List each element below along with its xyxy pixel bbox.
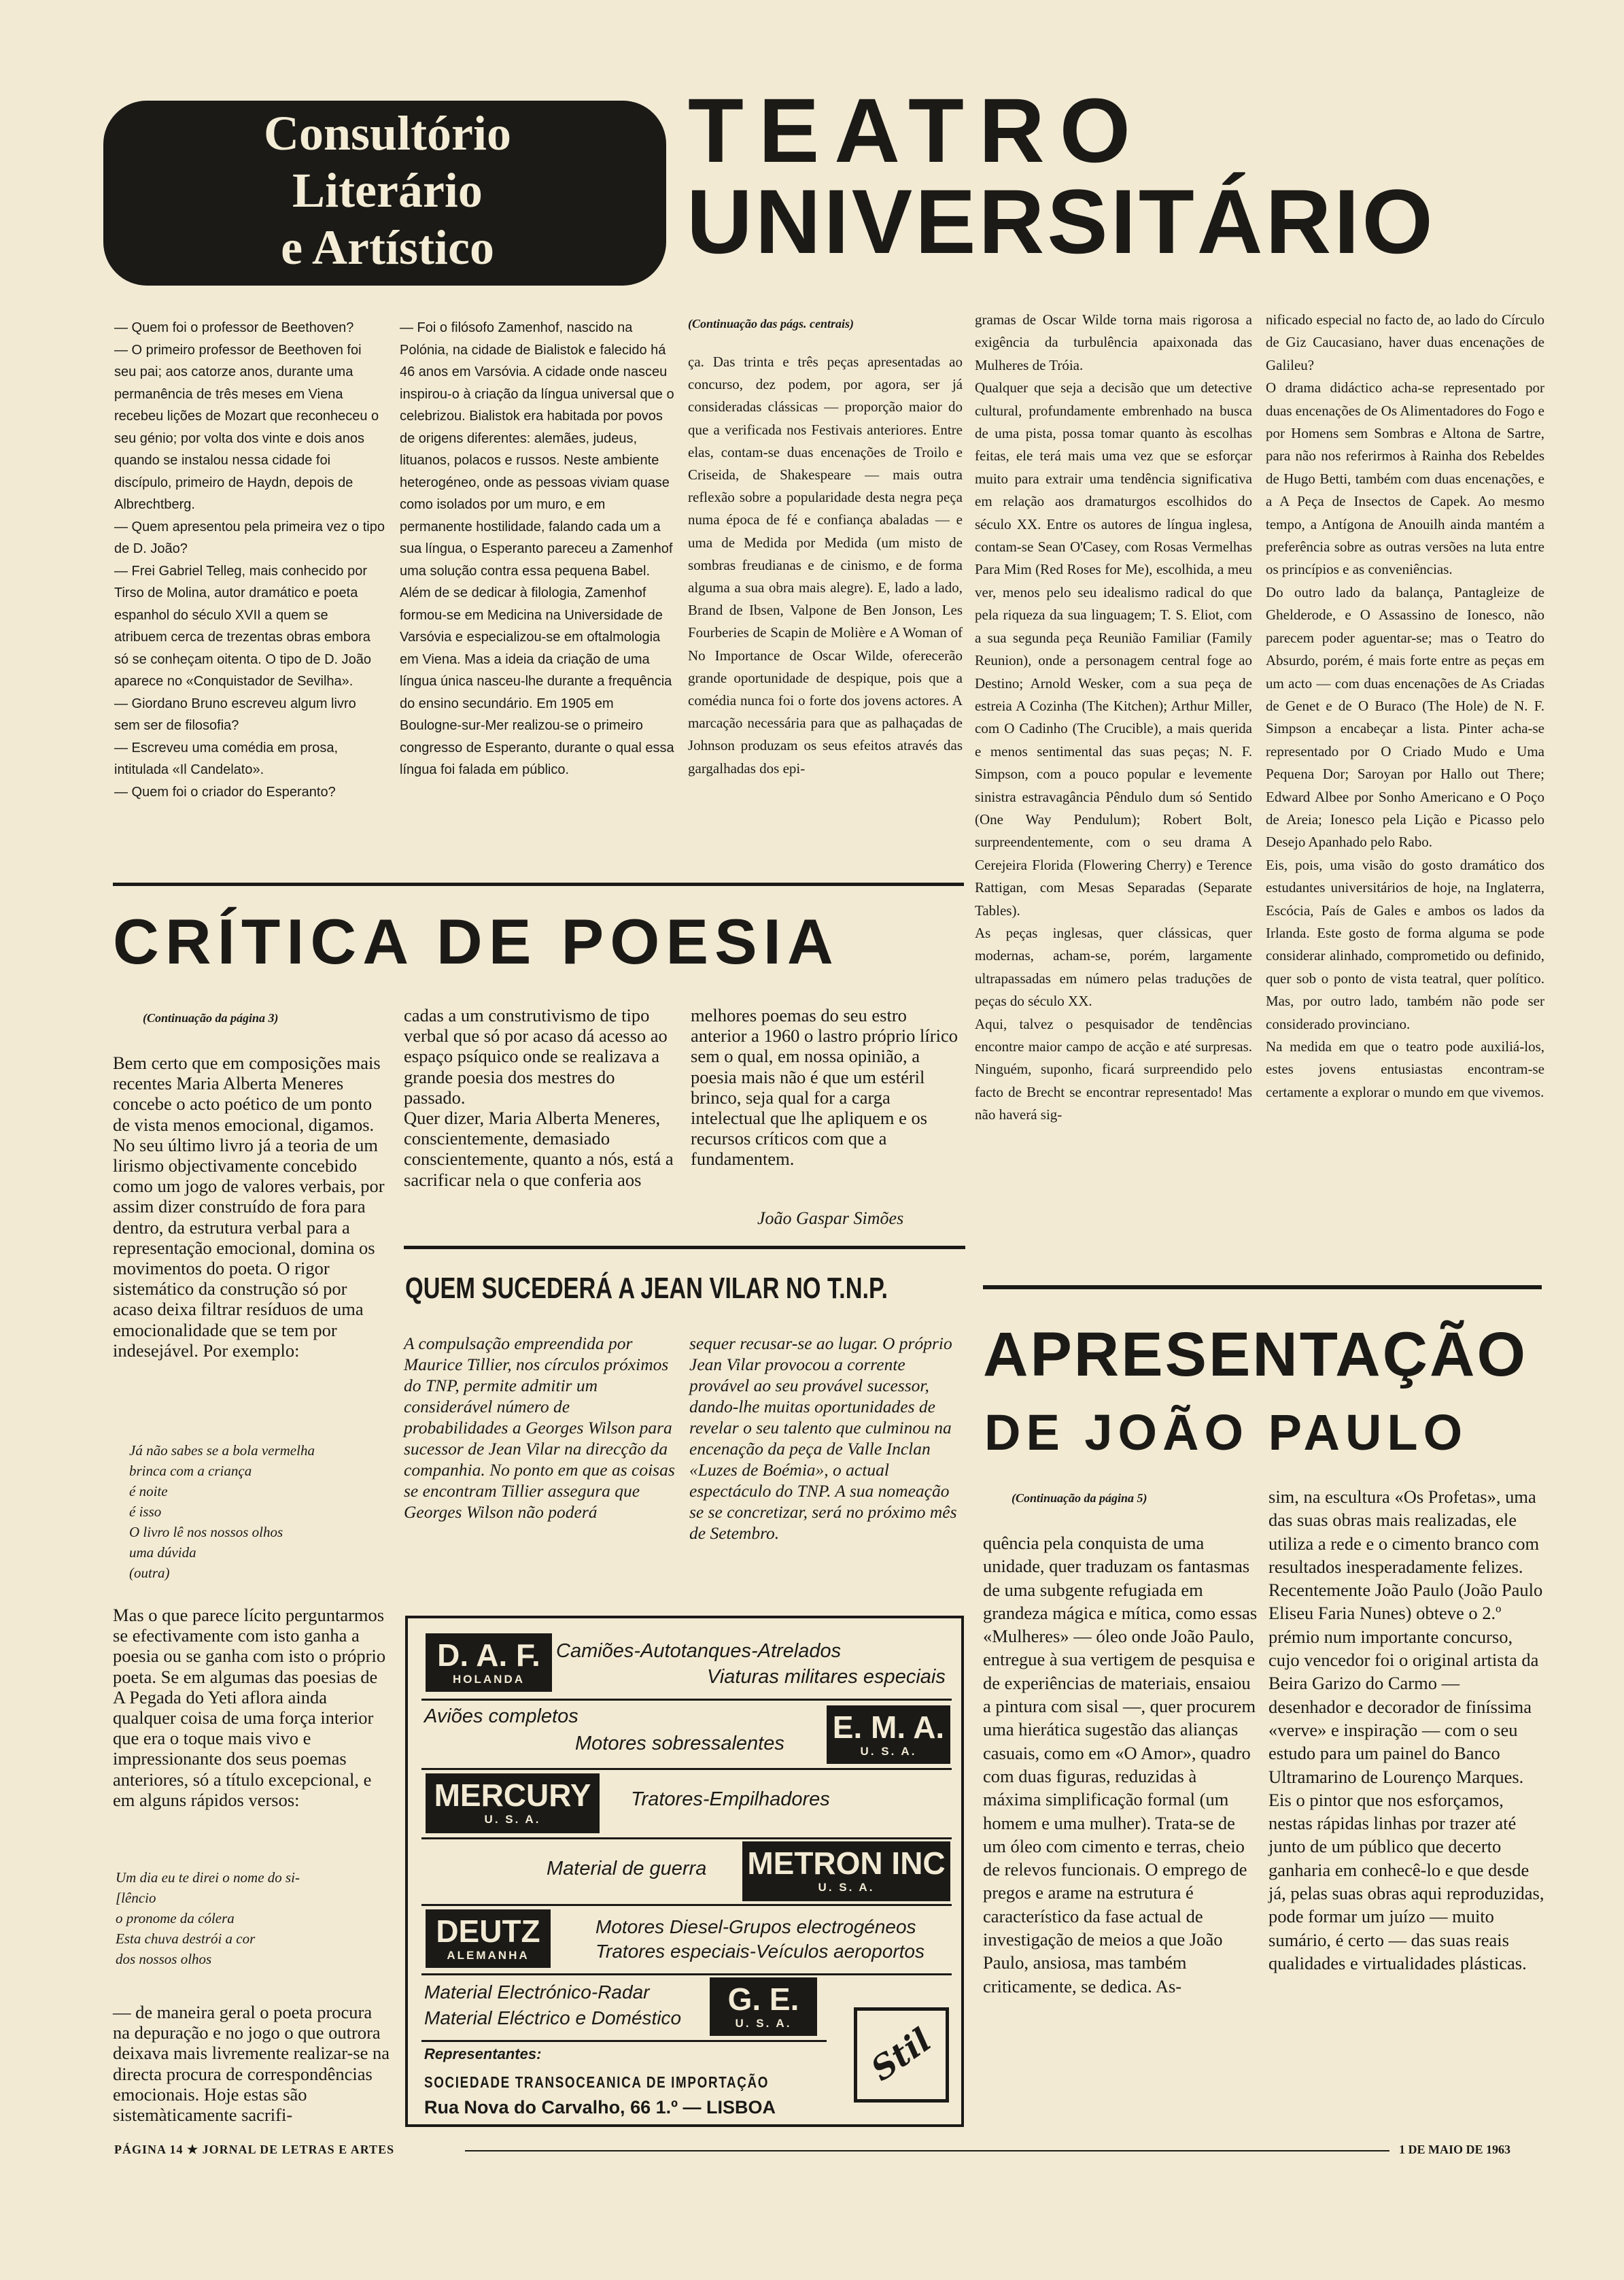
- ad-ge-line2: Material Eléctrico e Doméstico: [424, 2007, 682, 2028]
- joao-continuation-note: (Continuação da página 5): [1012, 1491, 1147, 1505]
- joao-column-2: sim, na escultura «Os Profetas», uma das suas obras mais realizadas, ele utiliza a rede e o cimento branco com resultados inesperadamente felizes. Recentemente João Paulo (João Paulo Eliseu Faria Nunes) obteve o 2.º prémio num importante concurso, cujo vencedor foi o original artista da Beira Garizo do Carmo — desenhador e decorador de finíssima «verve» e inspiração — com o seu estudo para um painel do Banco Ultramarino de Lourenço Marques. Eis o pintor que nos esforçamos, nestas rápidas linhas por trazer até junto de um público que decerto ganharia em conhecê-lo e que desde já, pelas suas obras aqui reproduzidas, pode formar um juízo — muito sumário, é certo — das suas reais qualidades e virtualidades plásticas.: [1268, 1486, 1544, 1973]
- divider-rule-joao-top: [983, 1285, 1542, 1289]
- ad-metron-name: METRON INC: [747, 1845, 946, 1881]
- ad-deutz-line1: Motores Diesel-Grupos electrogéneos: [595, 1916, 916, 1937]
- ad-metron-line: Material de guerra: [547, 1858, 707, 1879]
- ad-daf-name: D. A. F.: [437, 1637, 540, 1673]
- ad-daf-line1: Camiões-Autotanques-Atrelados: [556, 1640, 842, 1662]
- ad-mercury-line: Tratores-Empilhadores: [631, 1788, 830, 1810]
- joao-column-1: quência pela conquista de uma unidade, quer traduzam os fantasmas de uma subgente refugiada em grandeza mágica e mítica, como essas «Mulheres» — óleo onde João Paulo, entregue à sua vertigem de pesquisa e de experiências de materiais, ensaiou a pintura com sisal —, quer procurem uma hierática sugestão das alianças casuais, como em «O Amor», quadro com duas figuras, reduzidas à máxima simplificação formal (um homem e uma mulher). Trata-se de um óleo com cimento e terras, cheio de relevos funcionais. O emprego de pregos e arame na estrutura é característico da fase actual de investigação de meios a que João Paulo, ansiosa, mas também criticamente, se dedica. As-: [983, 1533, 1258, 1996]
- poesia-column-3: melhores poemas do seu estro anterior a 1960 o lastro próprio lírico sem o qual, em nossa opinião, a poesia mais não é que um estéril brinco, seja qual for a carga intelectual que lhe apliquem e os recursos críticos com que a fundamentem.: [691, 1005, 958, 1170]
- ad-ema-name: E. M. A.: [832, 1709, 945, 1745]
- teatro-column-1: ça. Das trinta e três peças apresentadas ao concurso, dez podem, por agora, ser já consideradas clássicas — proporção maior do que a verificada nos Festivais anteriores. Entre elas, contam-se duas encenações de Troilo e Criseida, de Shakespeare — mais outra reflexão sobre a popularidade desta negra peça numa época de fé e confiança abaladas — e uma de Medida por Medida (um misto de sombras freudianas e de cinismo, e de forma alguma a sua obra mais alegre). E, lado a lado, Brand de Ibsen, Valpone de Ben Jonson, Les Fourberies de Scapin de Molière e A Woman of No Importance de Oscar Wilde, oferecerão grande oportunidade de despique, pois que a comédia nunca foi o forte dos jovens actores. A marcação necessária para que as palhaçadas de Johnson produzam os seus efeitos através das gargalhadas dos epi-: [688, 354, 963, 777]
- teatro-continuation-note: (Continuação das págs. centrais): [688, 317, 854, 330]
- divider-rule-poesia-top: [113, 883, 964, 886]
- ad-daf-logo: [426, 1633, 552, 1692]
- poesia-column-1: Bem certo que em composições mais recentes Maria Alberta Meneres concebe o acto poético de um ponto de vista menos emocional, digamos. No seu último livro já a teoria de um lirismo objectivamente concebido como um jogo de valores verbais, por assim dizer construído de fora para dentro, da estrutura verbal para a representação emocional, domina os movimentos do poeta. O rigor sistemático da construção só por acaso deixa filtrar resíduos de uma emocionalidade que se tem por indesejável. Por exemplo:: [113, 1053, 385, 1361]
- divider-rule-vilar-top: [404, 1246, 965, 1249]
- footer-left: PÁGINA 14 ★ JORNAL DE LETRAS E ARTES: [114, 2143, 395, 2156]
- footer-right: 1 DE MAIO DE 1963: [1399, 2143, 1511, 2156]
- teatro-column-3: nificado especial no facto de, ao lado do Círculo de Giz Caucasiano, haver duas encenações de Galileu? O drama didáctico acha-se representado por duas encenações de Os Alimentadores do Fogo e por Homens sem Sombras e Altona de Sartre, para não nos referirmos à Rainha dos Rebeldes de Hugo Betti, também com duas encenações, e a A Peça de Insectos de Capek. Ao mesmo tempo, a Antígona de Anouilh ainda mantém a preferência sobre as outras versões na luta entre os princípios e as conveniências. Do outro lado da balança, Pantagleize de Ghelderode, e O Assassino de Ionesco, não parecem poder aguentar-se; mas o Teatro do Absurdo, porém, é mais forte entre as peças em um acto — com duas encenações de As Criadas de Genet e de O Buraco (The Hole) de N. F. Simpson a encabeçar a lista. Pinter acha-se representado por O Criado Mudo e Uma Pequena Dor; Saroyan por Hallo out There; Edward Albee por Sonho Americano e O Poço de Areia; Ionesco pela Lição e Picasso pelo Desejo Apanhado pelo Rabo. Eis, pois, uma visão do gosto dramático dos estudantes universitários de hoje, na Inglaterra, Escócia, País de Gales e ambos os lados da Irlanda. Este gosto de forma alguma se pode considerar alinhado, comprometido ou definido, quer sob o ponto de vista teatral, quer político. Mas, por outro lado, também não pode ser considerado provinciano. Na medida em que o teatro pode auxiliá-los, estes jovens entusiastas encontram-se certamente a explorar o mundo em que vivemos.: [1266, 311, 1544, 1100]
- poesia-continuation-note: (Continuação da página 3): [143, 1011, 279, 1025]
- ad-mercury-name: MERCURY: [434, 1777, 591, 1813]
- ad-deutz-line2: Tratores especiais-Veículos aeroportos: [595, 1941, 925, 1962]
- poesia-column-2: cadas a um construtivismo de tipo verbal que só por acaso dá acesso ao espaço psíquico onde se realizava a grande poesia dos mestres do passado. Quer dizer, Maria Alberta Meneres, conscientemente, demasiado conscientemente, quanto a nós, está a sacrificar nela o que conferia aos: [404, 1005, 674, 1190]
- ad-ge-country: U. S. A.: [735, 2017, 792, 2030]
- poesia-headline: CRÍTICA DE POESIA: [113, 906, 840, 977]
- consultorio-title: Consultório Literário e Artístico: [263, 106, 512, 275]
- ad-separator-6: [421, 2040, 827, 2042]
- poesia-column-1-end: — de maneira geral o poeta procura na depuração e no jogo o que outrora deixava mais livremente realizar-se na directa procura de correspondências emocionais. Hoje estas são sistemàticamente sacrifi-: [113, 2002, 390, 2126]
- ad-ge-line1: Material Electrónico-Radar: [424, 1981, 650, 2003]
- ad-deutz-name: DEUTZ: [436, 1913, 540, 1949]
- ad-metron-logo: [742, 1841, 950, 1901]
- ad-stil-logo-text: Stil: [864, 2021, 939, 2089]
- ad-deutz-country: ALEMANHA: [447, 1949, 530, 1962]
- poesia-poem-2: Um dia eu te direi o nome do si- [lêncio o pronome da cólera Esta chuva destrói a cor dos nossos olhos: [116, 1869, 300, 1967]
- teatro-headline-line1: TEATRO: [688, 80, 1145, 182]
- ad-separator-2: [421, 1768, 952, 1770]
- poesia-poem-1: Já não sabes se a bola vermelha brinca com a criança é noite é isso O livro lê nos nossos olhos uma dúvida (outra): [129, 1442, 315, 1581]
- ad-company-name: SOCIEDADE TRANSOCEANICA DE IMPORTAÇÃO: [424, 2073, 770, 2091]
- ad-ema-logo: [827, 1705, 950, 1764]
- vilar-column-1: A compulsação empreendida por Maurice Tillier, nos círculos próximos do TNP, permite admitir um considerável número de probabilidades a Georges Wilson para sucessor de Jean Vilar na direcção da companhia. No ponto em que as coisas se encontram Tillier assegura que Georges Wilson não poderá: [404, 1333, 675, 1522]
- poesia-signature: João Gaspar Simões: [757, 1208, 904, 1228]
- consultorio-column-2: — Foi o filósofo Zamenhof, nascido na Polónia, na cidade de Bialistok e falecido há 46 anos em Varsóvia. A cidade onde nasceu inspirou-o à criação da língua universal que o celebrizou. Bialistok era habitada por povos de origens diferentes: alemães, judeus, lituanos, polacos e russos. Neste ambiente heterogéneo, onde as pessoas viviam quase como isolados por um muro, e em permanente hostilidade, falando cada um a sua língua, o Esperanto pareceu a Zamenhof uma solução contra essa pequena Babel. Além de se dedicar à filologia, Zamenhof formou-se em Medicina na Universidade de Varsóvia e especializou-se em oftalmologia em Viena. Mas a ideia da criação de uma língua única nasceu-lhe durante a frequência do ensino secundário. Em 1905 em Boulogne-sur-Mer realizou-se o primeiro congresso de Esperanto, durante o qual essa língua foi falada em público.: [400, 320, 674, 777]
- ad-separator-5: [421, 1973, 952, 1975]
- joao-headline-line2: DE JOÃO PAULO: [984, 1404, 1468, 1461]
- ad-separator-1: [421, 1699, 952, 1701]
- ad-metron-country: U. S. A.: [818, 1881, 875, 1894]
- teatro-headline-line2: UNIVERSITÁRIO: [687, 171, 1436, 273]
- ad-ge-logo: [710, 1977, 817, 2036]
- ad-representantes-label: Representantes:: [424, 2045, 542, 2062]
- ad-company-address: Rua Nova do Carvalho, 66 1.º — LISBOA: [424, 2097, 776, 2117]
- poesia-column-1-continued: Mas o que parece lícito perguntarmos se efectivamente com isto ganha a poesia ou se ganha com isto o próprio poeta. Se em algumas das poesias de A Pegada do Yeti aflora ainda qualquer coisa de uma força interior que era o toque mais vivo e impressionante dos seus poemas anteriores, só a título excepcional, e em alguns rápidos versos:: [113, 1605, 386, 1810]
- footer-rule: [465, 2150, 1389, 2151]
- vilar-column-2: sequer recusar-se ao lugar. O próprio Jean Vilar provocou a corrente provável ao seu provável sucessor, dando-lhe muitas oportunidades de revelar o seu talento que culminou na encenação da peça de Valle Inclan «Luzes de Boémia», o actual espectáculo do TNP. A sua nomeação se se concretizar, será no próximo mês de Setembro.: [689, 1333, 957, 1543]
- ad-ema-line2: Motores sobressalentes: [575, 1733, 784, 1754]
- ad-ge-name: G. E.: [727, 1981, 799, 2017]
- vilar-headline: QUEM SUCEDERÁ A JEAN VILAR NO T.N.P.: [405, 1272, 888, 1305]
- ad-separator-4: [421, 1904, 952, 1906]
- ad-deutz-logo: [426, 1909, 551, 1968]
- teatro-column-2: gramas de Oscar Wilde torna mais rigorosa a exigência da turbulência apaixonada das Mulheres de Tróia. Qualquer que seja a decisão que um detective cultural, profundamente embrenhado na busca de uma pista, possa tomar quanto às escolhas feitas, ele terá mais uma vez que se esforçar muito para extrair uma tendência significativa em relação aos dramaturgos escolhidos do século XX. Entre os autores de língua inglesa, contam-se Sean O'Casey, com Rosas Vermelhas Para Mim (Red Roses for Me), escolhida, a meu ver, menos pelo seu idealismo radical do que pela riqueza da sua linguagem; T. S. Eliot, com a sua segunda peça Reunião Familiar (Family Reunion), onde a personagem central foge ao Destino; Arnold Wesker, com a sua peça de estreia A Cozinha (The Kitchen); Arthur Miller, com O Cadinho (The Crucible), a mais querida e menos sentimental das suas peças; N. F. Simpson, com a pouco popular e levemente sinistra estravagância Pêndulo dum só Sentido (One Way Pendulum); Robert Bolt, surpreendentemente, com o seu drama A Cerejeira Florida (Flowering Cherry) e Terence Rattigan, com Mesas Separadas (Separate Tables). As peças inglesas, quer clássicas, quer modernas, acham-se, porém, largamente ultrapassadas em número pelas traduções de peças do século XX. Aqui, talvez o pesquisador de tendências encontre maior campo de acção e até surpresas. Ninguém, suponho, ficará surpreendido pelo facto de Brecht se encontrar representado! Mas não haverá sig-: [975, 311, 1252, 1123]
- ad-separator-3: [421, 1837, 952, 1839]
- ad-mercury-logo: [426, 1773, 600, 1833]
- ad-daf-country: HOLANDA: [453, 1673, 525, 1686]
- consultorio-column-1: — Quem foi o professor de Beethoven? — O primeiro professor de Beethoven foi seu pai; aos catorze anos, durante uma permanência de três meses em Viena recebeu lições de Mozart que reconheceu o seu génio; por volta dos vinte e dois anos quando se instalou nessa cidade foi discípulo, primeiro de Haydn, depois de Albrechtberg. — Quem apresentou pela primeira vez o tipo de D. João? — Frei Gabriel Telleg, mais conhecido por Tirso de Molina, autor dramático e poeta espanhol do século XVII a quem se atribuem cerca de trezentas obras embora só se conheçam oitenta. O tipo de D. João aparece no «Conquistador de Sevilha». — Giordano Bruno escreveu algum livro sem ser de filosofia? — Escreveu uma comédia em prosa, intitulada «Il Candelato». — Quem foi o criador do Esperanto?: [114, 320, 385, 800]
- joao-headline-line1: APRESENTAÇÃO: [983, 1320, 1528, 1389]
- ad-ema-country: U. S. A.: [860, 1745, 917, 1758]
- ad-stil-logo: [854, 2007, 949, 2103]
- ad-daf-line2: Viaturas militares especiais: [707, 1666, 946, 1688]
- ad-mercury-country: U. S. A.: [484, 1813, 541, 1826]
- ad-ema-line1: Aviões completos: [424, 1705, 578, 1727]
